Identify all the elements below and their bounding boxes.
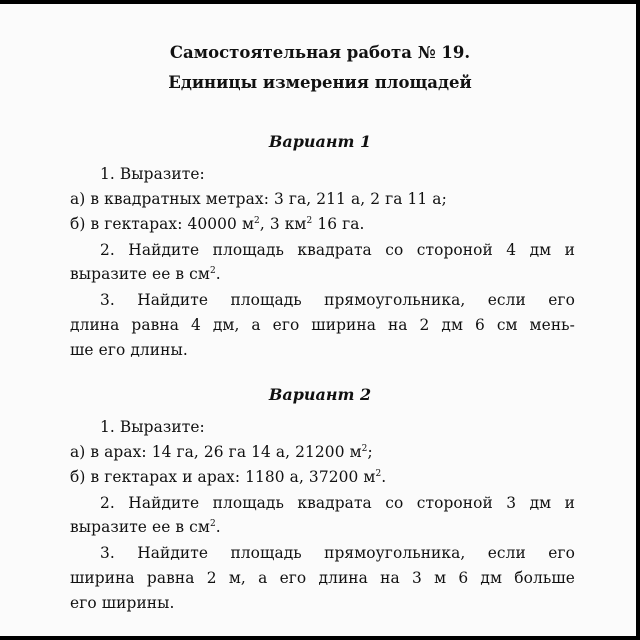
v2-task1-a: а) в арах: 14 га, 26 га 14 а, 21200 $м^2$; [70, 443, 373, 461]
word: 6 [474, 316, 485, 334]
word: Найдите [137, 544, 209, 562]
word: прямоугольника, [324, 291, 466, 309]
word: а [258, 569, 268, 587]
word: 2. [100, 241, 115, 259]
word: Найдите [128, 494, 200, 512]
word: дм [529, 241, 552, 259]
word: длина [318, 569, 368, 587]
word: 2 [419, 316, 430, 334]
v2-task3-line-2 [70, 569, 575, 587]
v2-task3-line-1 [100, 544, 575, 562]
top-border [0, 0, 640, 4]
word: ширина [311, 316, 377, 334]
v1-task1-a: а) в квадратных метрах: 3 га, 211 а, 2 га 11 а; [70, 190, 447, 208]
word: больше [514, 569, 575, 587]
word: дм [441, 316, 464, 334]
word: если [487, 544, 526, 562]
v1-task3-line-3: ше его длины. [70, 341, 188, 359]
v1-task3-line-2 [70, 316, 575, 334]
word: стороной [416, 494, 493, 512]
word: дм, [212, 316, 240, 334]
variant-1-heading: Вариант 1 [268, 132, 372, 151]
word: площадь [212, 241, 284, 259]
word: ширина [70, 569, 135, 587]
word: 6 [458, 569, 469, 587]
word: 3. [100, 291, 115, 309]
word: равна [131, 316, 180, 334]
word: дм [529, 494, 552, 512]
word: его [272, 316, 300, 334]
word: длина [70, 316, 120, 334]
word: его [548, 544, 575, 562]
word: дм [480, 569, 503, 587]
v1-task3-line-1 [100, 291, 575, 309]
word: 2. [100, 494, 115, 512]
word: мень- [529, 316, 575, 334]
word: со [385, 494, 404, 512]
v1-task2-line-2: выразите ее в $см^2$. [70, 265, 221, 283]
word: стороной [416, 241, 493, 259]
v1-task2-line-1 [100, 241, 575, 259]
word: равна [146, 569, 195, 587]
v2-task3-line-3: его ширины. [70, 594, 175, 612]
word: см [496, 316, 518, 334]
word: 3 [411, 569, 422, 587]
word: Найдите [137, 291, 209, 309]
word: на [380, 569, 400, 587]
word: со [385, 241, 404, 259]
variant-2-heading: Вариант 2 [268, 385, 372, 404]
word: и [564, 241, 575, 259]
word: а [251, 316, 261, 334]
word: квадрата [297, 241, 372, 259]
word: его [548, 291, 575, 309]
v2-task1-b: б) в гектарах и арах: 1180 а, 37200 $м^2$. [70, 468, 387, 486]
title-line-2: Единицы измерения площадей [168, 73, 472, 92]
v1-task1-b: б) в гектарах: 40000 $м^2$, 3 $км^2$ 16 га. [70, 215, 365, 233]
v1-task1-label: 1. Выразите: [100, 165, 205, 183]
word: 4 [506, 241, 517, 259]
word: м [434, 569, 447, 587]
title-line-1: Самостоятельная работа № 19. [169, 43, 471, 62]
word: 3 [506, 494, 517, 512]
v2-task1-label: 1. Выразите: [100, 418, 205, 436]
word: 4 [190, 316, 201, 334]
word: квадрата [297, 494, 372, 512]
word: его [279, 569, 307, 587]
word: и [564, 494, 575, 512]
word: прямоугольника, [324, 544, 466, 562]
v2-task2-line-1 [100, 494, 575, 512]
word: Найдите [128, 241, 200, 259]
word: 2 [206, 569, 217, 587]
word: площадь [230, 291, 302, 309]
word: площадь [212, 494, 284, 512]
bottom-border [0, 636, 640, 640]
word: 3. [100, 544, 115, 562]
word: м, [228, 569, 246, 587]
word: если [487, 291, 526, 309]
v2-task2-line-2: выразите ее в $см^2$. [70, 518, 221, 536]
word: площадь [230, 544, 302, 562]
word: на [387, 316, 408, 334]
right-border [636, 0, 640, 640]
